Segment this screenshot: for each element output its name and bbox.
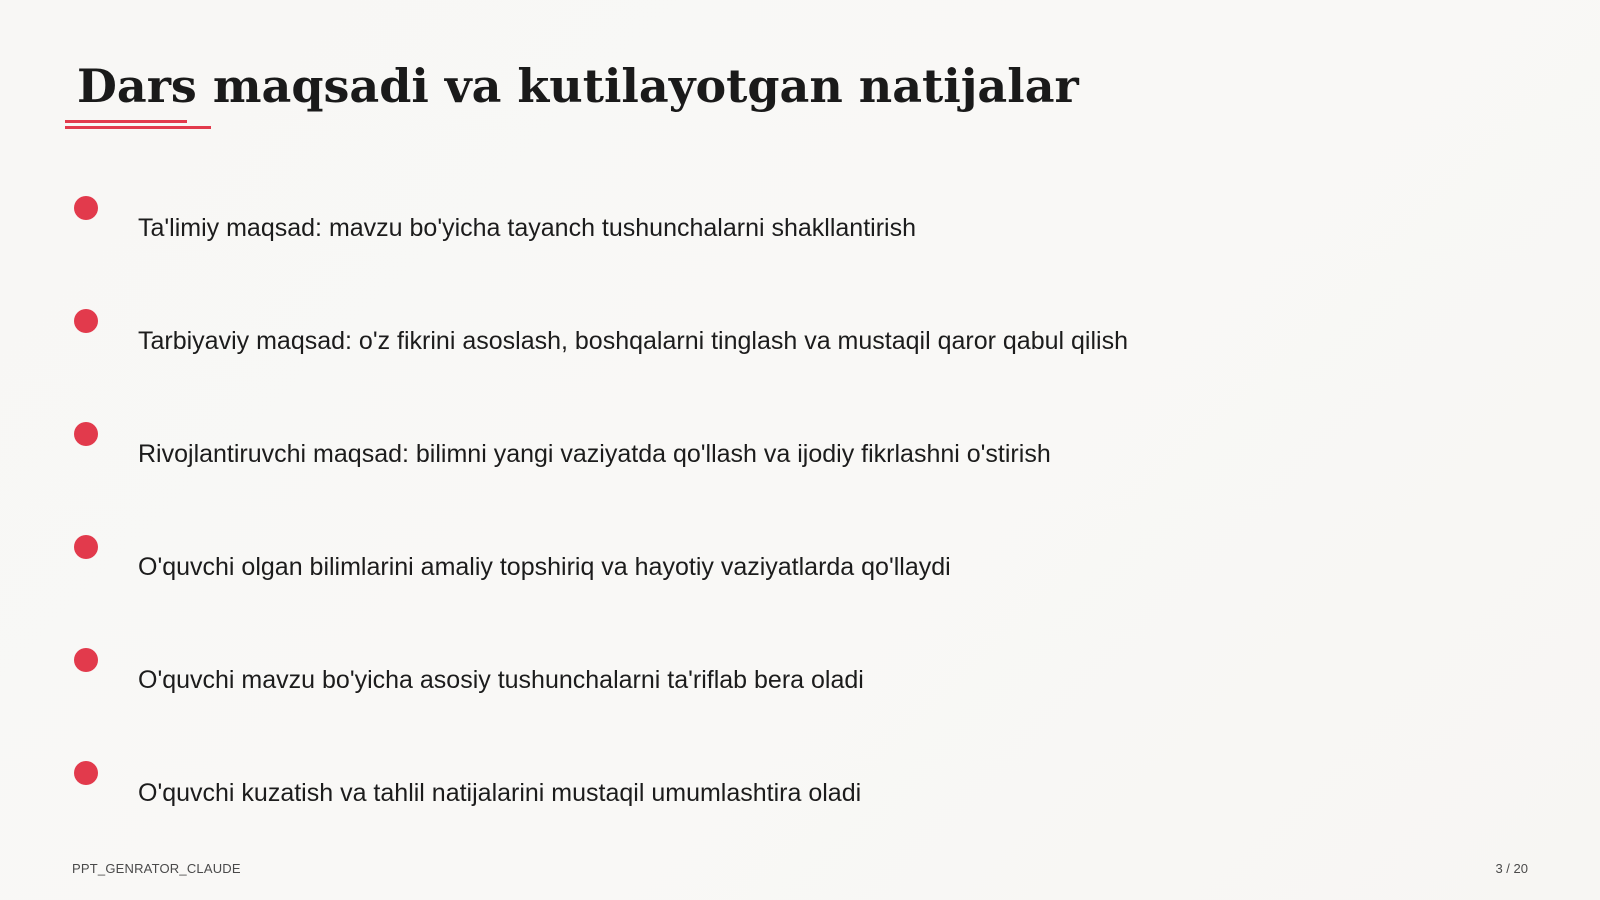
bullet-dot-icon [74,648,98,672]
bullet-dot-icon [74,422,98,446]
bullet-item [0,761,1600,821]
bullet-item [0,648,1600,708]
bullet-item [0,535,1600,595]
bullet-text: O'quvchi mavzu bo'yicha asosiy tushunchalarni ta'riflab bera oladi [138,666,864,694]
bullet-item [0,309,1600,369]
bullet-text: Ta'limiy maqsad: mavzu bo'yicha tayanch tushunchalarni shakllantirish [138,214,916,242]
bullet-dot-icon [74,535,98,559]
bullet-text: O'quvchi kuzatish va tahlil natijalarini mustaqil umumlashtira oladi [138,779,862,807]
bullet-dot-icon [74,761,98,785]
bullet-item [0,422,1600,482]
bullet-item [0,196,1600,256]
bullet-text: O'quvchi olgan bilimlarini amaliy topshiriq va hayotiy vaziyatlarda qo'llaydi [138,553,951,581]
page-indicator: 3 / 20 [1495,861,1528,876]
bullet-text: Tarbiyaviy maqsad: o'z fikrini asoslash, boshqalarni tinglash va mustaqil qaror qabul qilish [138,327,1128,355]
footer-generator-label: PPT_GENRATOR_CLAUDE [72,861,241,876]
bullet-dot-icon [74,196,98,220]
bullet-text: Rivojlantiruvchi maqsad: bilimni yangi vaziyatda qo'llash va ijodiy fikrlashni o'stirish [138,440,1051,468]
slide-title: Dars maqsadi va kutilayotgan natijalar [77,59,1079,113]
bullet-dot-icon [74,309,98,333]
